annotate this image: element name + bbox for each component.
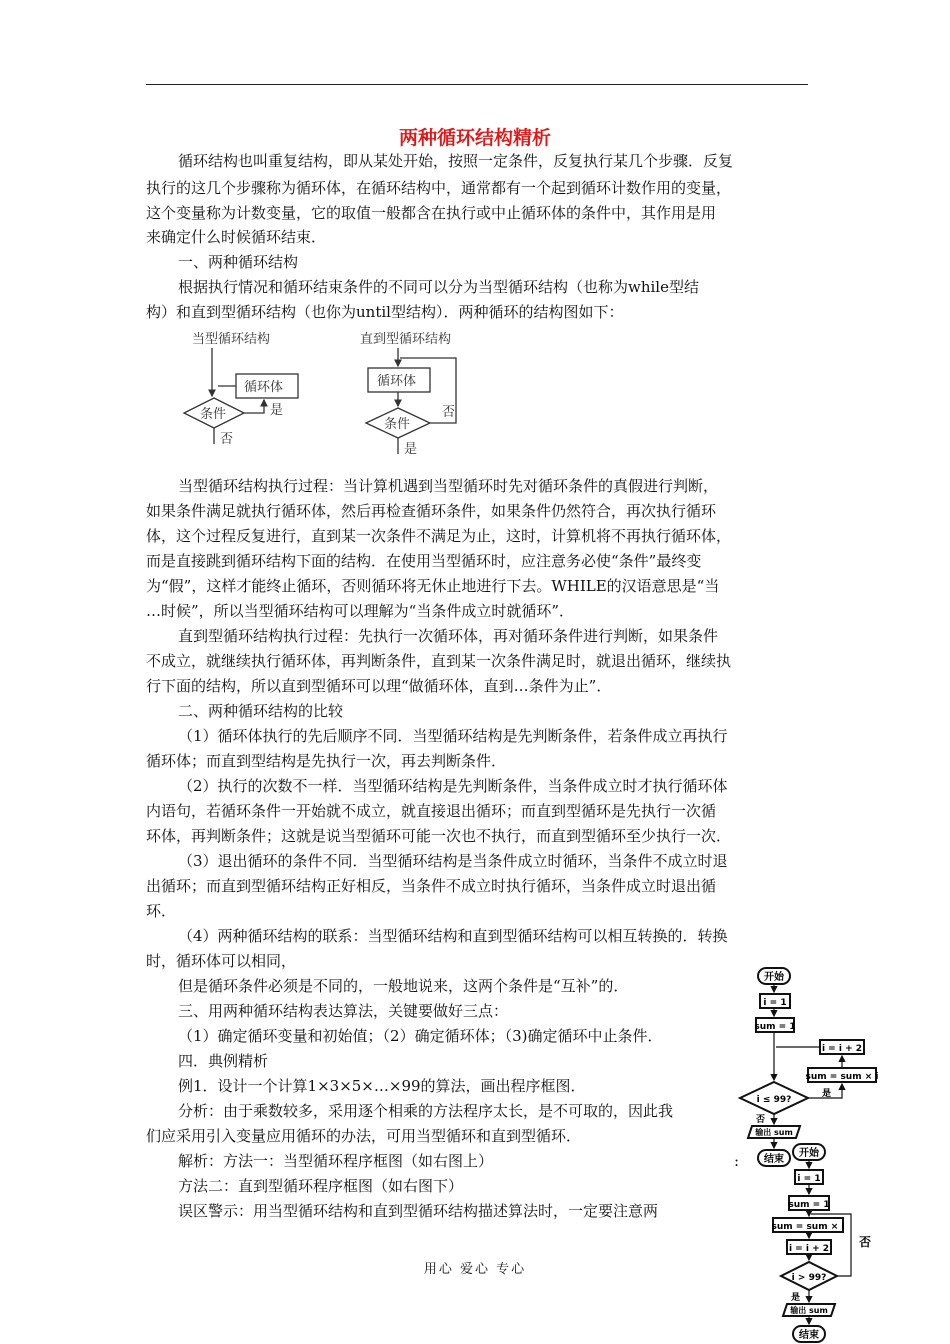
yes-label: 是 [822,1089,832,1099]
paragraph-line: 但是循环条件必须是不同的，一般地说来，这两个条件是“互补”的． [178,977,629,995]
paragraph-line: 解析：方法一：当型循环程序框图（如右图上） [178,1152,494,1170]
paragraph-line: 出循环；而直到型循环结构正好相反，当条件不成立时执行循环，当条件成立时退出循 [146,877,717,895]
paragraph-line: 而是直接跳到循环结构下面的结构．在使用当型循环时，应注意务必使“条件”最终变 [146,552,702,570]
no-label: 否 [220,432,234,447]
paragraph-line: 误区警示：用当型循环结构和直到型循环结构描述算法时，一定要注意两 [178,1202,659,1220]
loop-body-label: 循环体 [377,374,417,389]
no-label: 否 [442,405,456,420]
paragraph-line: 例1．设计一个计算1×3×5×…×99的算法，画出程序框图． [178,1077,586,1095]
paragraph-line: 体，这个过程反复进行，直到某一次条件不满足为止，这时，计算机将不再执行循环体， [146,527,732,545]
condition-label: 条件 [200,407,227,422]
until-loop-diagram [350,328,480,458]
paragraph-line: 循环体；而直到型结构是先执行一次，再去判断条件． [146,752,507,770]
paragraph-line: （1）确定循环变量和初始值；（2）确定循环体；（3)确定循环中止条件． [178,1027,663,1045]
section-heading: 二、两种循环结构的比较 [178,702,344,720]
paragraph-line: …时候”，所以当型循环结构可以理解为“当条件成立时就循环”． [146,602,575,620]
no-label: 否 [859,1235,872,1249]
header-rule [146,84,808,85]
no-label: 否 [756,1115,766,1125]
page-footer: 用心 爱心 专心 [423,1262,527,1277]
condition-label: i > 99? [791,1273,827,1283]
paragraph-line: 方法二：直到型循环程序框图（如右图下） [178,1177,464,1195]
paragraph-line: 环体，再判断条件；这就是说当型循环可能一次也不执行，而直到型循环至少执行一次． [146,827,732,845]
diagram-title: 直到型循环结构 [360,332,452,347]
paragraph-line: 构）和直到型循环结构（也你为until型结构）．两种循环的结构图如下： [146,303,624,321]
paragraph-line: 当型循环结构执行过程：当计算机遇到当型循环时先对循环条件的真假进行判断， [178,477,719,495]
start-label: 开始 [799,1148,819,1159]
condition-label: 条件 [384,417,411,432]
increment-label: i = i + 2 [788,1244,830,1254]
section-heading: 一、两种循环结构 [178,253,299,271]
init-sum-label: sum = 1 [754,1022,796,1032]
paragraph-line: 行下面的结构，所以直到型循环可以理“做循环体，直到…条件为止”． [146,677,612,695]
paragraph-line: 来确定什么时候循环结束． [146,228,327,246]
paragraph-line: （4）两种循环结构的联系：当型循环结构和直到型循环结构可以相互转换的．转换 [178,927,728,945]
stray-colon: : [734,1152,740,1170]
section-heading: 四．典例精析 [178,1052,269,1070]
init-i-label: i = 1 [763,998,787,1008]
paragraph-line: 分析：由于乘数较多，采用逐个相乘的方法程序太长，是不可取的，因此我 [178,1102,674,1120]
paragraph-line: 环． [146,902,177,920]
section-heading: 三、用两种循环结构表达算法，关键要做好三点： [178,1002,509,1020]
loop-body-label: 循环体 [244,380,284,395]
paragraph-line: 直到型循环结构执行过程：先执行一次循环体，再对循环条件进行判断，如果条件 [178,627,719,645]
paragraph-line: 为“假”，这样才能终止循环，否则循环将无休止地进行下去。WHILE的汉语意思是“当 [146,577,720,595]
start-label: 开始 [764,972,784,983]
init-sum-label: sum = 1 [788,1200,830,1210]
paragraph-line: 内语句，若循环条件一开始就不成立，就直接退出循环；而直到型循环是先执行一次循 [146,802,717,820]
yes-label: 是 [404,442,418,457]
output-label: 输出 sum [790,1306,828,1315]
diagram-title: 当型循环结构 [192,332,271,347]
paragraph-line: 们应采用引入变量应用循环的办法，可用当型循环和直到型循环． [146,1127,582,1145]
paragraph-line: 根据执行情况和循环结束条件的不同可以分为当型循环结构（也称为while型结 [178,278,699,296]
paragraph-line: （3）退出循环的条件不同．当型循环结构是当条件成立时循环，当条件不成立时退 [178,852,728,870]
while-loop-diagram [170,328,320,448]
while-loop-flowchart [728,962,888,1170]
paragraph-line: 不成立，就继续执行循环体，再判断条件，直到某一次条件满足时，就退出循环，继续执 [146,652,732,670]
until-loop-flowchart [755,1140,885,1344]
output-label: 输出 sum [755,1128,793,1137]
paragraph-line: （2）执行的次数不一样．当型循环结构是先判断条件，当条件成立时才执行循环体 [178,777,728,795]
paragraph-line: 循环结构也叫重复结构，即从某处开始，按照一定条件，反复执行某几个步骤．反复 [178,152,734,170]
paragraph-line: 执行的这几个步骤称为循环体，在循环结构中，通常都有一个起到循环计数作用的变量， [146,179,732,197]
multiply-label: sum = sum × i [805,1072,879,1082]
increment-label: i = i + 2 [821,1044,863,1054]
end-label: 结束 [764,1154,784,1165]
paragraph-line: 这个变量称为计数变量，它的取值一般都含在执行或中止循环体的条件中，其作用是用 [146,204,717,222]
yes-label: 是 [791,1293,801,1303]
paragraph-line: 如果条件满足就执行循环体，然后再检查循环条件，如果条件仍然符合，再次执行循环 [146,502,717,520]
paragraph-line: （1）循环体执行的先后顺序不同．当型循环结构是先判断条件，若条件成立再执行 [178,727,728,745]
paragraph-line: 时，循环体可以相同， [146,952,297,970]
multiply-label: sum = sum × i [771,1222,845,1232]
condition-label: i ≤ 99? [756,1095,792,1105]
end-label: 结束 [799,1330,819,1341]
yes-label: 是 [270,403,284,418]
page-title: 两种循环结构精析 [398,127,551,149]
init-i-label: i = 1 [797,1174,821,1184]
